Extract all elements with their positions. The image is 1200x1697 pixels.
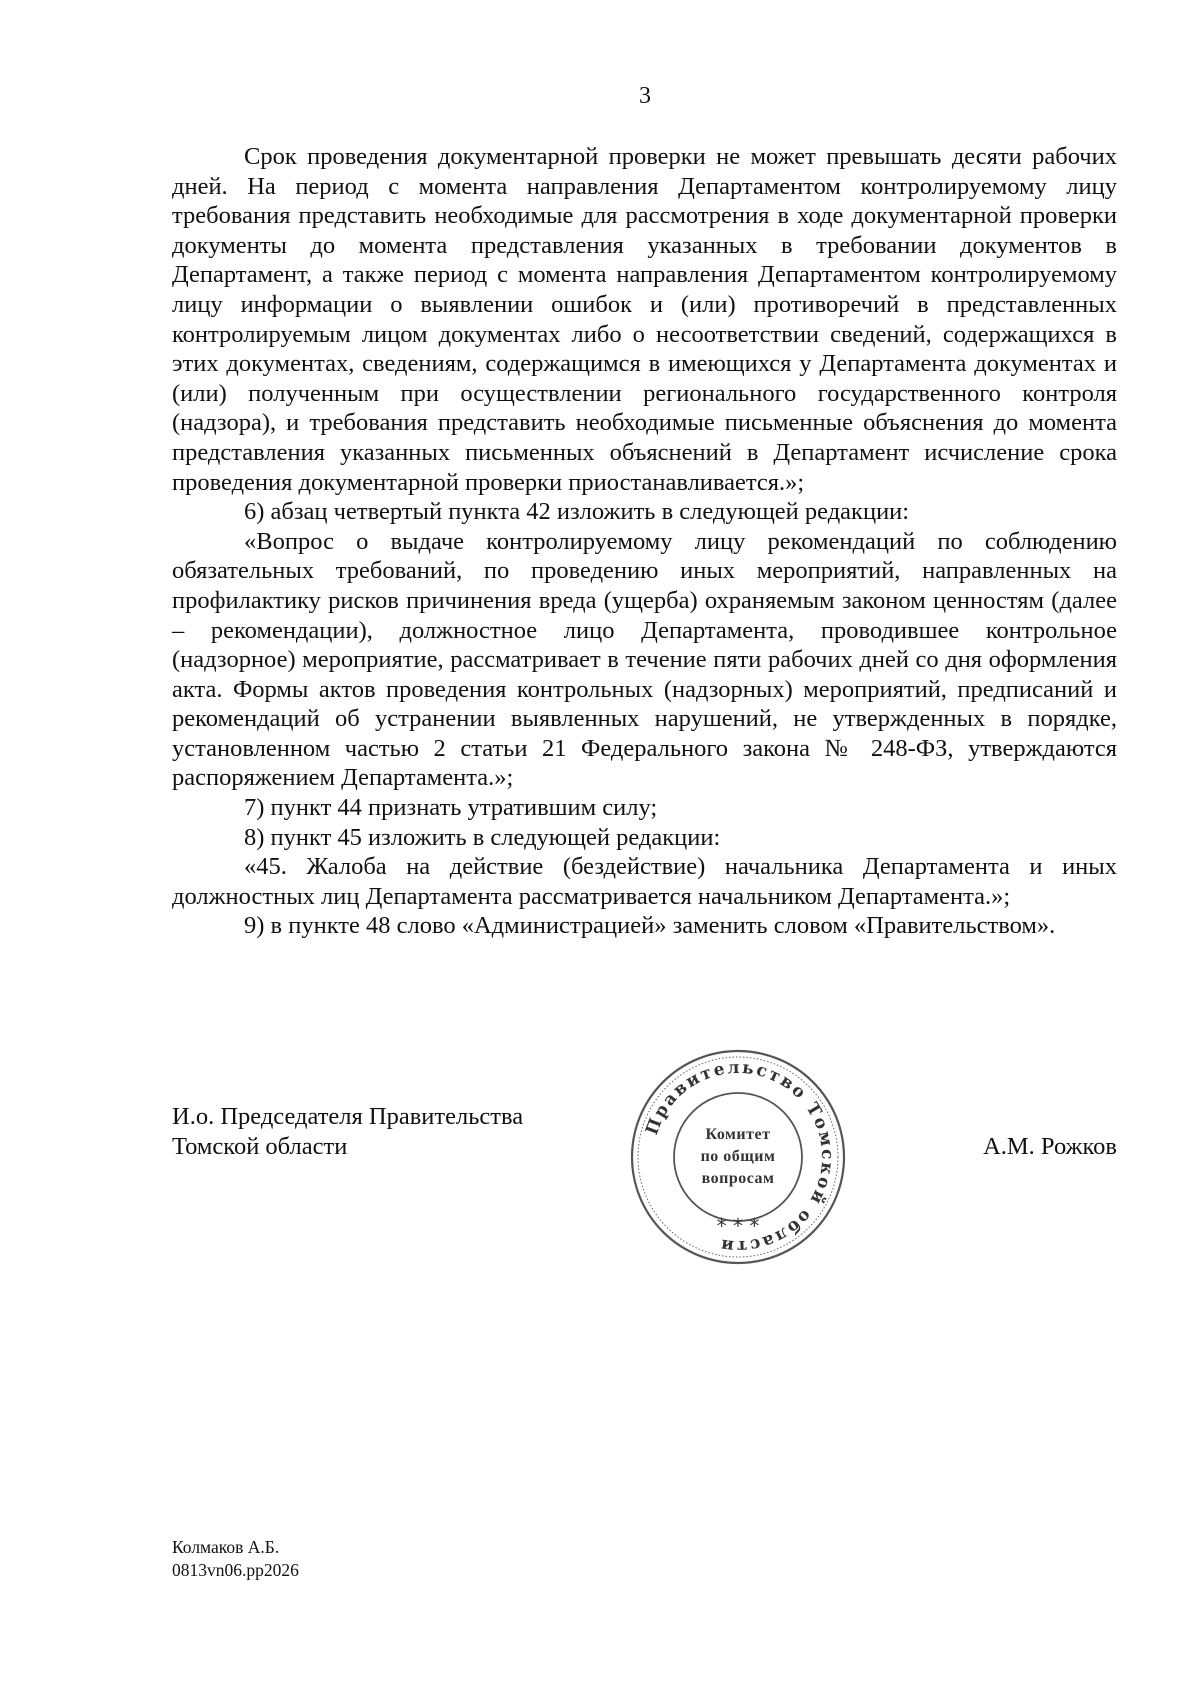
- signer-position-line: Томской области: [172, 1133, 348, 1160]
- signature-block: [172, 1057, 1117, 1302]
- paragraph: 7) пункт 44 признать утратившим силу;: [244, 794, 658, 822]
- paragraph: 6) абзац четвертый пункта 42 изложить в следующей редакции:: [244, 498, 910, 526]
- page-number: 3: [639, 83, 651, 109]
- stamp-center-line: вопросам: [701, 1170, 775, 1187]
- stamp-ring-text: Правительство Томской области: [642, 1057, 838, 1257]
- paragraph: «Вопрос о выдаче контролируемому лицу рекомендаций по соблюдению обязательных требований, по проведению иных мероприятий, направленных на профилактику рисков причинения вреда (ущерба) охраняемым законом ценностям (далее – рекомендации), должностное лицо Департамента, проводившее контрольное (надзорное) мероприятие, рассматривает в течение пяти рабочих дней со дня оформления акта. Формы актов проведения контрольных (надзорных) мероприятий, предписаний и рекомендаций об устранении выявленных нарушений, не утвержденных в порядке, установленном частью 2 статьи 21 Федерального закона № 248-ФЗ, утверждаются распоряжением Департамента.»;: [172, 527, 1117, 792]
- stamp-center-line: по общим: [700, 1148, 776, 1165]
- official-stamp: [627, 1046, 849, 1268]
- signer-position-line: И.о. Председателя Правительства: [172, 1103, 524, 1130]
- signer-name: А.М. Рожков: [983, 1133, 1117, 1160]
- footer-author: Колмаков А.Б.: [172, 1537, 280, 1557]
- footer: [172, 1536, 299, 1582]
- paragraph: 9) в пункте 48 слово «Администрацией» заменить словом «Правительством».: [244, 912, 1056, 940]
- paragraph: 8) пункт 45 изложить в следующей редакции:: [244, 823, 721, 851]
- stamp-center-line: Комитет: [705, 1126, 771, 1143]
- stamp-stars: * * *: [716, 1214, 760, 1238]
- document-body: [172, 142, 1117, 941]
- paragraph: Срок проведения документарной проверки не может превышать десяти рабочих дней. На период с момента направления Департаментом контролируемому лицу требования представить необходимые для рассмотрения в ходе документарной проверки документы до момента представления указанных в требовании документов в Департамент, а также период с момента направления Департаментом контролируемому лицу информации о выявлении ошибок и (или) противоречий в представленных контролируемым лицом документах либо о несоответствии сведений, содержащихся в этих документах, сведениям, содержащимся в имеющихся у Департамента документах и (или) полученным при осуществлении регионального государственного контроля (надзора), и требования представить необходимые письменные объяснения до момента представления указанных письменных объяснений в Департамент исчисление срока проведения документарной проверки приостанавливается.»;: [172, 143, 1117, 496]
- stamp-center-text: [627, 1124, 849, 1190]
- signer-position: [172, 1102, 523, 1162]
- paragraph: «45. Жалоба на действие (бездействие) начальника Департамента и иных должностных лиц Департамента рассматривается начальником Департамента.»;: [172, 853, 1117, 910]
- footer-doc-code: 0813vn06.pp2026: [172, 1560, 299, 1580]
